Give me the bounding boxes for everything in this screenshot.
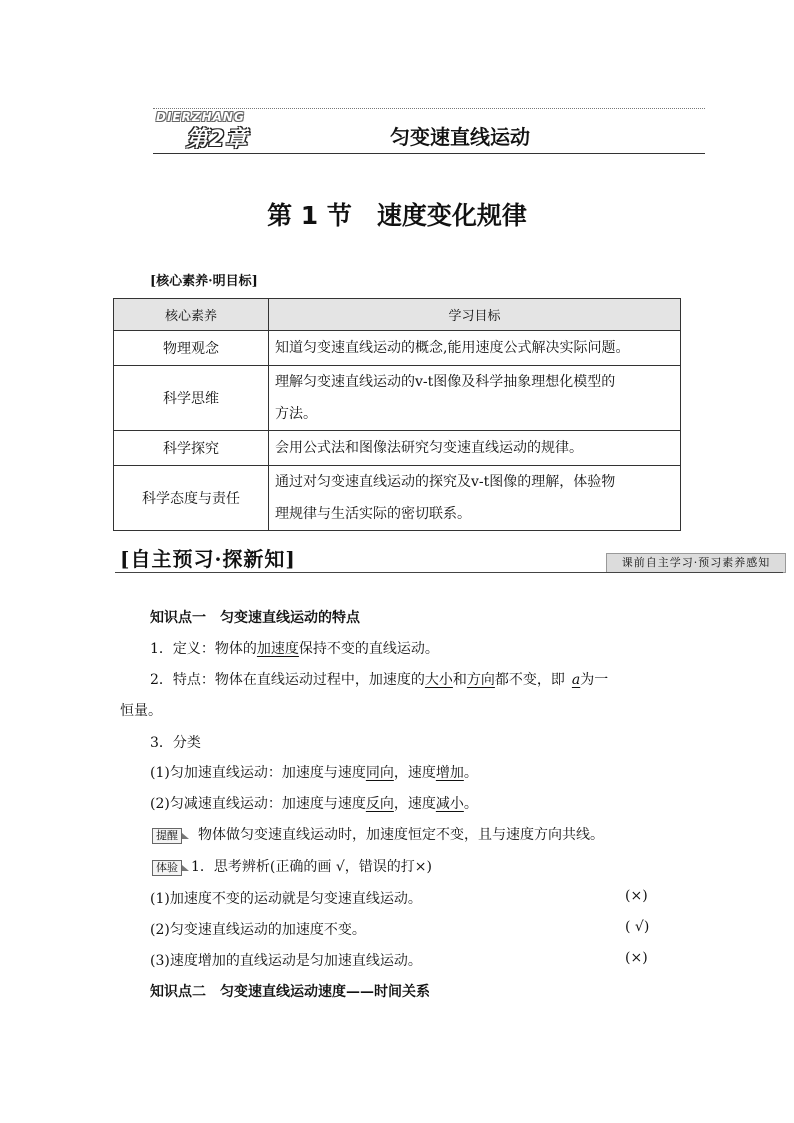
kp1-classification-title: 3．分类 — [150, 735, 201, 751]
judgement-mark: (×) — [625, 950, 648, 966]
table-row — [114, 366, 681, 431]
kp2-title: 知识点二 匀变速直线运动速度——时间关系 — [150, 984, 430, 1000]
judgement-mark: (×) — [625, 888, 648, 904]
kp1-definition: 1．定义：物体的加速度保持不变的直线运动。 — [150, 641, 439, 657]
preview-section-title: [自主预习·探新知] — [120, 547, 296, 571]
table-row — [114, 466, 681, 531]
kp1-feature: 2．特点：物体在直线运动过程中，加速度的大小和方向都不变，即 a为一 — [150, 672, 609, 688]
chapter-title: 匀变速直线运动 — [390, 125, 530, 149]
table-header-goal: 学习目标 — [269, 299, 681, 331]
judgement-item: (1)加速度不变的运动就是匀变速直线运动。 — [150, 891, 422, 907]
header-dotted-rule — [153, 108, 705, 109]
row-goal: 会用公式法和图像法研究匀变速直线运动的规律。 — [269, 431, 681, 466]
section-title: 第 1 节 速度变化规律 — [267, 201, 527, 230]
exp-badge: 体验 — [152, 860, 182, 876]
kp1-class-accelerating: (1)匀加速直线运动：加速度与速度同向，速度增加。 — [150, 765, 478, 781]
row-goal: 理解匀变速直线运动的v-t图像及科学抽象理想化模型的 方法。 — [269, 366, 681, 431]
judgement-mark: ( √) — [625, 919, 650, 935]
judgement-item: (3)速度增加的直线运动是匀加速直线运动。 — [150, 953, 422, 969]
kp1-title: 知识点一 匀变速直线运动的特点 — [150, 610, 360, 626]
row-key: 科学探究 — [114, 431, 269, 466]
row-key: 科学态度与责任 — [114, 466, 269, 531]
table-header-key: 核心素养 — [114, 299, 269, 331]
tip-line: 提醒 物体做匀变速直线运动时，加速度恒定不变，且与速度方向共线。 — [152, 824, 604, 844]
kp1-feature-cont: 恒量。 — [120, 703, 162, 719]
row-key: 物理观念 — [114, 331, 269, 366]
row-key: 科学思维 — [114, 366, 269, 431]
goals-table — [113, 298, 681, 531]
goals-label: [核心素养·明目标] — [150, 274, 258, 289]
band-rule — [115, 572, 783, 573]
row-goal: 通过对匀变速直线运动的探究及v-t图像的理解，体验物 理规律与生活实际的密切联系。 — [269, 466, 681, 531]
table-row — [114, 331, 681, 366]
judgement-item: (2)匀变速直线运动的加速度不变。 — [150, 922, 366, 938]
preview-section-tag: 课前自主学习·预习素养感知 — [606, 553, 786, 573]
header-rule — [153, 153, 705, 154]
chapter-label: 第2章 — [186, 127, 249, 152]
table-row — [114, 431, 681, 466]
row-goal: 知道匀变速直线运动的概念,能用速度公式解决实际问题。 — [269, 331, 681, 366]
exp-line: 体验 1．思考辨析(正确的画 √，错误的打×) — [152, 856, 432, 876]
kp1-class-decelerating: (2)匀减速直线运动：加速度与速度反向，速度减小。 — [150, 796, 478, 812]
chapter-pinyin: DIERZHANG — [156, 110, 245, 124]
tip-badge: 提醒 — [152, 828, 182, 844]
